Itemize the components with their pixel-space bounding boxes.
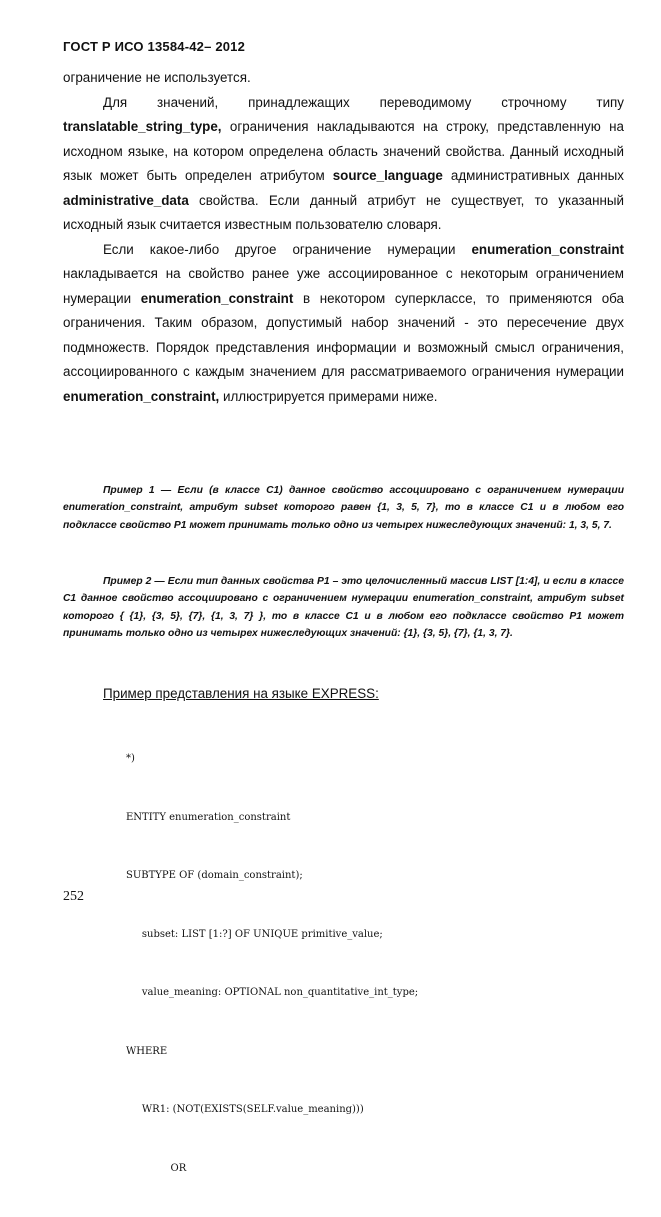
code-line: subset: LIST [1:?] OF UNIQUE primitive_value; bbox=[126, 928, 383, 940]
paragraph-1-text-c: административных данных bbox=[442, 168, 624, 183]
paragraph-2 bbox=[63, 238, 624, 410]
example-2: Пример 2 — Если тип данных свойства Р1 – это целочисленный массив LIST [1:4], и если в классе С1 данное свойство ассоциировано с ограничением нумерации enumeration_constraint, атрибут subset которого { {1}, {3, 5}, {7}, {1, 3, 7} }, то в классе С1 и в любом его подклассе свойство Р1 может принимать только одно из четырех нижеследующих значений: {1}, {3, 5}, {7}, {1, 3, 7}. bbox=[63, 576, 624, 640]
page-number: 252 bbox=[63, 889, 84, 904]
code-line: OR bbox=[126, 1162, 187, 1174]
code-line: WHERE bbox=[126, 1045, 168, 1057]
term-enumeration-constraint-3: enumeration_constraint, bbox=[63, 388, 220, 404]
paragraph-1-text-b: ограничения накладываются на строку, представленную на исходном языке, на котором определена область значений свойства. Данный исходный язык может быть определен атрибутом bbox=[63, 119, 624, 183]
code-line: ENTITY enumeration_constraint bbox=[126, 811, 291, 823]
paragraph-1-text-d: свойства. Если данный атрибут не существует, то указанный исходный язык считается известным пользователю словаря. bbox=[63, 192, 624, 232]
paragraph-2-text-b: накладывается на свойство ранее уже ассоциированное с некоторым ограничением нумерации bbox=[63, 266, 624, 306]
paragraph-1-text-a: Для значений, принадлежащих переводимому строчному типу bbox=[103, 94, 624, 110]
express-code-block bbox=[126, 710, 418, 1217]
term-administrative-data: administrative_data bbox=[63, 192, 189, 208]
code-line: SUBTYPE OF (domain_constraint); bbox=[126, 870, 303, 881]
paragraph-2-text-c: в некотором суперклассе, то применяются оба ограничения. Таким образом, допустимый набор значений - это пересечение двух подмножеств. Порядок представления информации и возможный смысл ограничения, ассоциированного с каждым значением для рассматриваемого ограничения нумерации bbox=[63, 290, 624, 379]
term-enumeration-constraint-2: enumeration_constraint bbox=[140, 290, 294, 306]
code-line: value_meaning: OPTIONAL non_quantitative_int_type; bbox=[126, 987, 419, 998]
term-translatable-string-type: translatable_string_type, bbox=[63, 119, 222, 134]
term-source-language: source_language bbox=[332, 168, 443, 183]
paragraph-2-text-d: иллюстрируется примерами ниже. bbox=[219, 388, 438, 404]
code-line: WR1: (NOT(EXISTS(SELF.value_meaning))) bbox=[126, 1104, 364, 1115]
paragraph-0: ограничение не используется. bbox=[63, 70, 251, 85]
term-enumeration-constraint-1: enumeration_constraint bbox=[471, 241, 624, 257]
paragraph-1 bbox=[63, 91, 624, 238]
code-line: *) bbox=[126, 753, 135, 764]
body-text bbox=[63, 66, 624, 409]
example-1: Пример 1 — Если (в классе С1) данное свойство ассоциировано с ограничением нумерации enumeration_constraint, атрибут subset которого равен {1, 3, 5, 7}, то в классе С1 и в любом его подклассе свойство Р1 может принимать только одно из четырех нижеследующих значений: 1, 3, 5, 7. bbox=[63, 485, 624, 531]
paragraph-2-text-a: Если какое-либо другое ограничение нумерации bbox=[103, 241, 472, 257]
express-example-title: Пример представления на языке EXPRESS: bbox=[103, 686, 379, 701]
standard-header: ГОСТ Р ИСО 13584-42– 2012 bbox=[63, 39, 246, 54]
